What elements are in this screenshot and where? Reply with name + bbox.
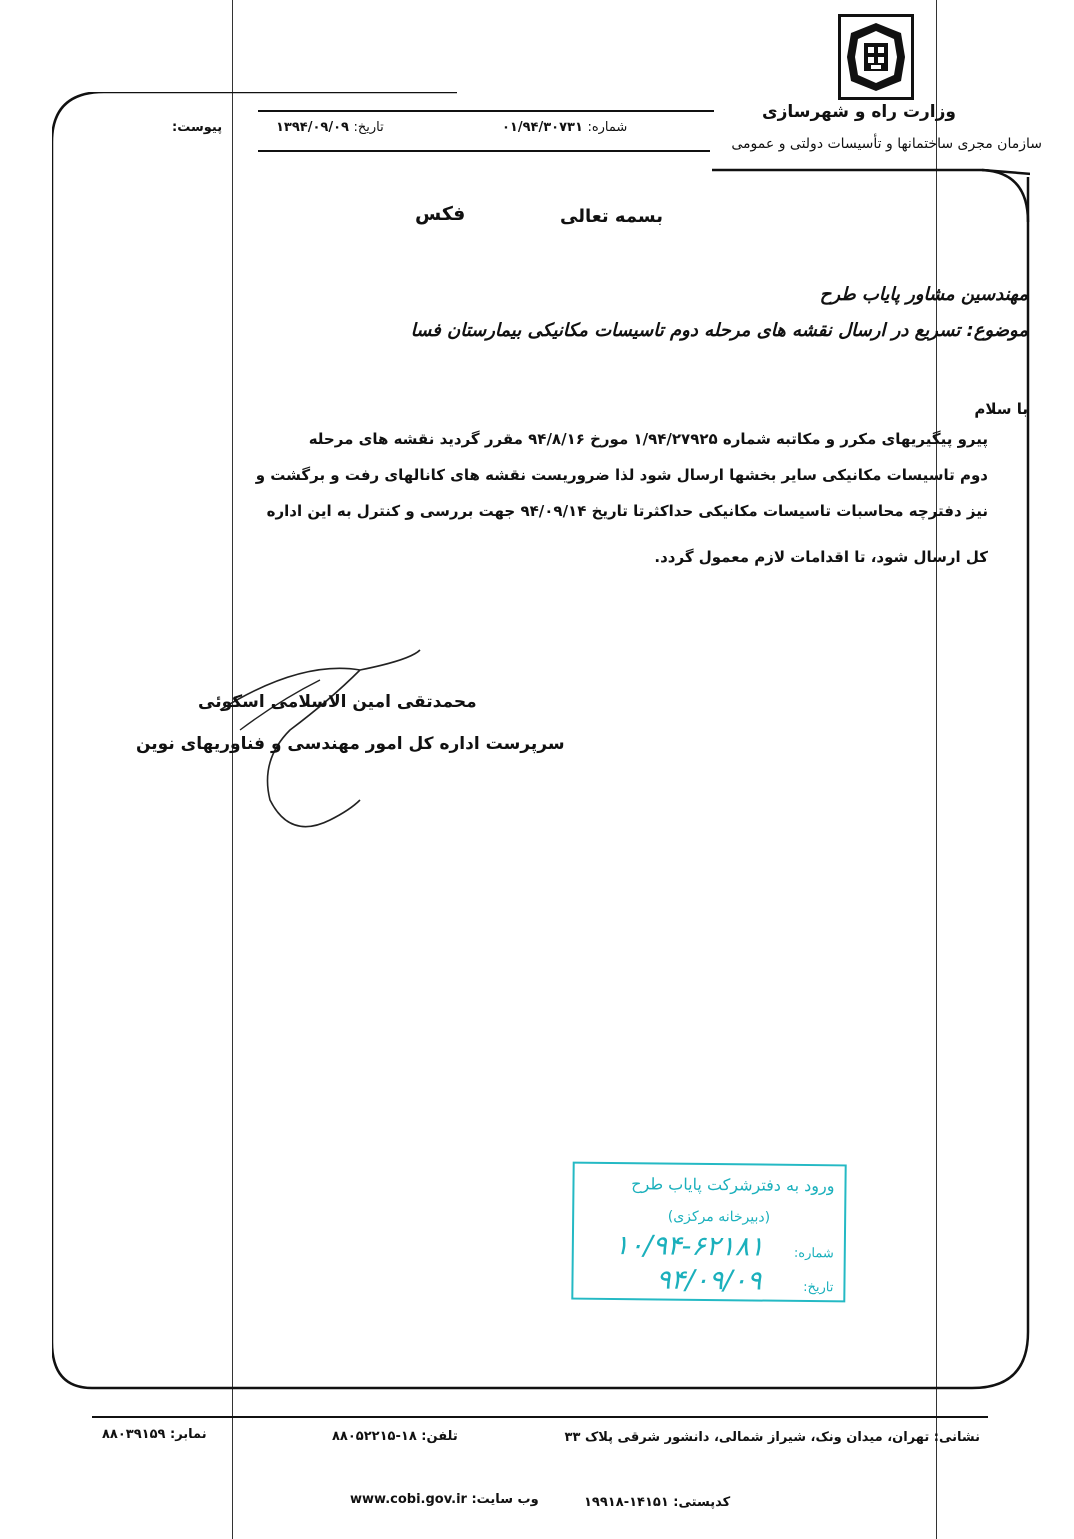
ministry-logo [838,14,914,100]
subject-line: موضوع: تسریع در ارسال نقشه های مرحله دوم تاسیسات مکانیکی بیمارستان فسا [410,320,1028,341]
body-paragraph-line: دوم تاسیسات مکانیکی سایر بخشها ارسال شود لذا ضروریست نقشه های کانالهای رفت و برگشت و [255,466,988,484]
date-label: تاریخ: [353,120,384,135]
stamp-number-label: شماره: [793,1245,834,1262]
footer-phone: تلفن: ۱۸-۸۸۰۵۲۲۱۵ [332,1429,458,1444]
stamp-subtitle: (دبیرخانه مرکزی) [667,1208,771,1226]
organization-name: سازمان مجری ساختمانها و تأسیسات دولتی و عمومی [731,136,1042,152]
website-url[interactable]: www.cobi.gov.ir [350,1492,467,1507]
number-label: شماره: [587,120,628,135]
ministry-name: وزارت راه و شهرسازی [761,102,956,122]
attachment-label: پیوست: [172,120,223,135]
footer-divider [92,1416,988,1418]
number-value: ۰۱/۹۴/۳۰۷۳۱ [502,120,583,135]
receipt-stamp [571,1162,846,1303]
stamp-number: ۱۰/۹۴-۶۲۱۸۱ [614,1230,765,1263]
stamp-title: ورود به دفترشرکت پایاب طرح [631,1174,835,1196]
emblem-icon [841,17,911,97]
recipient: مهندسین مشاور پایاب طرح [819,284,1028,305]
stamp-date-label: تاریخ: [803,1279,834,1296]
body-paragraph-line: کل ارسال شود، تا اقدامات لازم معمول گردد. [654,548,988,566]
footer-address: نشانی: تهران، میدان ونک، شیراز شمالی، دانشور شرقی پلاک ۳۳ [564,1430,980,1445]
body-paragraph-line: نیز دفترچه محاسبات تاسیسات مکانیکی حداکثرتا تاریخ ۹۴/۰۹/۱۴ جهت بررسی و کنترل به این اداره [266,502,988,520]
document-type: فکس [415,203,466,225]
website-label: وب سایت: [471,1492,539,1507]
signatory-title: سرپرست اداره کل امور مهندسی و فناوریهای نوین [136,734,565,754]
signatory-name: محمدتقی امین الاسلامی اسکوئی [198,692,477,712]
footer-postal-code: کدپستی: ۱۴۱۵۱-۱۹۹۱۸ [584,1495,731,1510]
date-value: ۱۳۹۴/۰۹/۰۹ [276,120,349,135]
greeting: با سلام [974,400,1028,418]
body-paragraph-line: پیرو پیگیریهای مکرر و مکاتبه شماره ۱/۹۴/۲۷۹۲۵ مورخ ۹۴/۸/۱۶ مقرر گردید نقشه های مرحله [308,430,988,448]
footer-website [350,1492,539,1507]
stamp-date: ۹۴/۰۹/۰۹ [656,1264,762,1297]
footer-fax: نمابر: ۸۸۰۳۹۱۵۹ [102,1427,207,1442]
bismillah-heading: بسمه تعالی [560,206,663,227]
